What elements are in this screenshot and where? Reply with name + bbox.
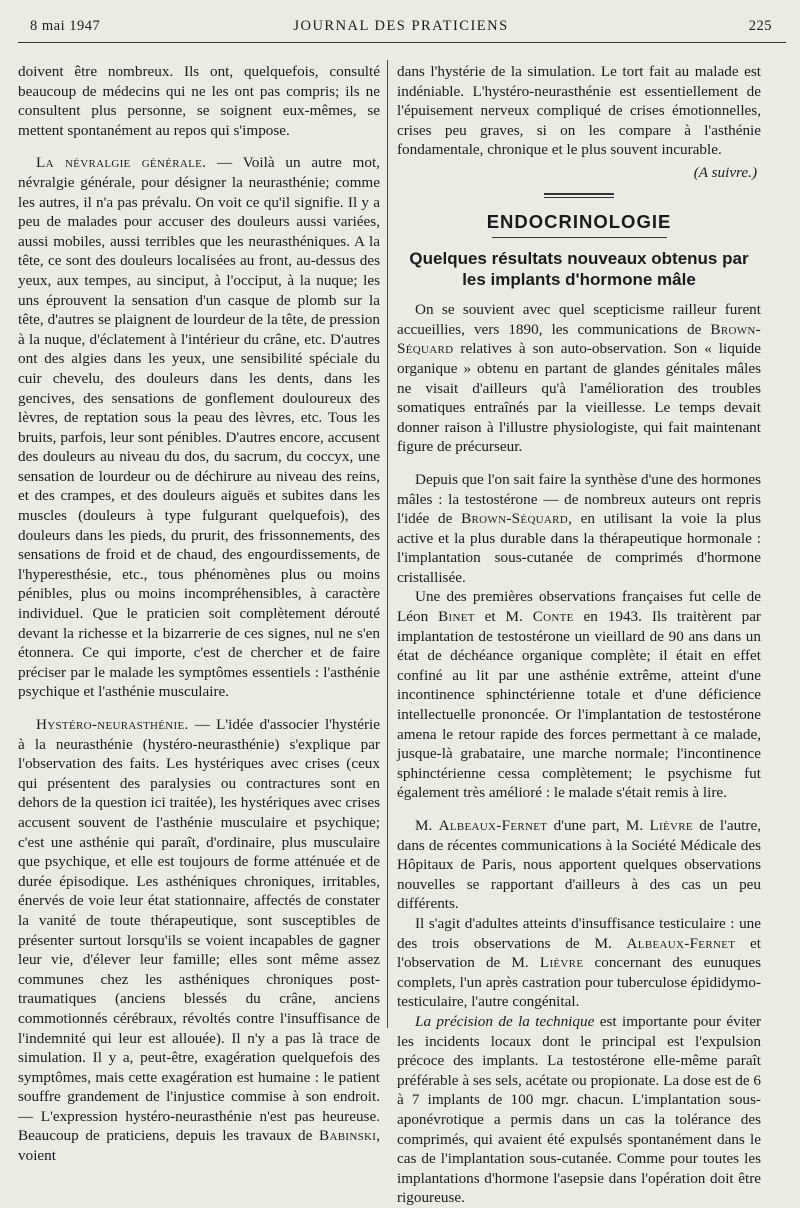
- text-p4a: Une des premières observations françaises fut celle de Léon: [397, 588, 761, 626]
- text-p7: est importante pour éviter les incidents locaux dont le principal est l'expulsion précoce des implants. La testostérone elle-même paraît préférable à ses sels, acétate ou propionate. La dose est de 6 à 7 implants de 100 mgr. chacun. L'implantation sous-aponévrotique a permis dans un cas la tolérance des comprimés, qui avaient été expulsés spontanément dans le cas de l'implantation sous-cutanée. Comme pour toutes les implantations d'hormone l'asepsie dans l'opération doit être rigoureuse.: [397, 1012, 762, 1207]
- header-date: 8 mai 1947: [30, 18, 101, 34]
- article-paragraph-2: [397, 470, 761, 588]
- text-p6b: et l'observation de M.: [397, 934, 761, 972]
- right-paragraph-1: dans l'hystérie de la simulation. Le tort fait au malade est indéniable. L'hystéro-neurasthénie est essentiellement de l'épuisement nerveux compliqué de crises émotionnelles, crises peu graves, si on les compare à l'asthénie fondamentale, chronique et le plus souvent incurable.: [397, 63, 761, 159]
- section-title: ENDOCRINOLOGIE: [486, 210, 672, 232]
- technique-emphasis: La précision de la technique: [415, 1012, 595, 1030]
- page-header: [30, 16, 772, 42]
- text-p4c: en 1943. Ils traitèrent par implantation de testostérone un vieillard de 90 ans dans un état de déchéance organique complète; il était en effet confiné au lit par une asthénie extrême, atteint d'une incontinence sphinctérienne totale et d'une déficience intellectuelle prononcée. Or l'implantation de testostérone amena le retour rapide des forces permettant à ce malade, jusque-là grabataire, une marche normale; l'incontinence sphinctérienne cessa complètement; le psychisme fut également très amélioré : le malade s'était remis à lire.: [397, 608, 761, 802]
- article-paragraph-5: [397, 914, 761, 1012]
- article-paragraph-1: [397, 300, 761, 457]
- text-p5a: M.: [415, 817, 439, 834]
- left-paragraph-nevralgie: [18, 153, 380, 702]
- separator-rule: [544, 193, 614, 198]
- author-brown-sequard: Brown-Séquard: [397, 320, 761, 358]
- header-rule: [18, 42, 786, 43]
- section-rule: [492, 237, 667, 238]
- left-paragraph-hystero: [18, 715, 380, 1166]
- left-column: [18, 62, 380, 1166]
- author-binet: Binet: [438, 608, 475, 626]
- author-brown-sequard: Brown-Séquard: [461, 510, 569, 528]
- author-conte: Conte: [532, 608, 574, 626]
- text-p5b: d'une part, M.: [547, 817, 650, 834]
- right-column: [397, 62, 761, 1208]
- author-babinski: Babinski: [319, 1127, 377, 1145]
- article-paragraph-4: [397, 816, 761, 914]
- text-hystero-end: , voient: [18, 1127, 380, 1165]
- journal-title: JOURNAL DES PRATICIENS: [293, 18, 509, 34]
- article-title: Quelques résultats nouveaux obtenus par les implants d'hormone mâle: [409, 249, 749, 290]
- text-p3a: Depuis que l'on sait faire la synthèse d'une des hormones mâles : la testostérone — de nombreux auteurs ont repris l'idée de: [397, 470, 761, 528]
- text-nevralgie: — Voilà un autre mot, névralgie générale, pour désigner la neurasthénie; comme les autres, il n'a pas prévalu. On voit ce qu'il signifie. Il y a peu de malades pour accuser des douleurs aussi variées, aussi mobiles, aussi terribles que les neurasthéniques. A la tête, ce sont des douleurs localisées au front, au-dessus des yeux, aux tempes, au sinciput, à l'occiput, à la nuque; les uns éprouvent la sensation d'un casque de plomb sur la tête, d'autres se plaignent de lourdeur de la tête, de pression à la nuque, d'éclatement à l'intérieur du crâne, etc. D'autres ont des algies dans les yeux, une sensibilité spéciale du cuir chevelu, des douleurs dans les dents, dans les gencives, des sensations de gonflement douloureux des lèvres, de reptation sous la peau des lèvres, etc. Tous les bruits, parfois, leur sont pénibles. D'autres encore, accusent des douleurs au niveau du dos, du sacrum, du coccyx, une sensation de lourdeur ou de déchirure au niveau des reins, et des crampes, et des douleurs aiguës et subites dans les muscles (douleurs à type fulgurant quelquefois), des douleurs dans les pieds, du prurit, des frissonnements, des sensations de froid et de chaud, des engourdissements, de l'hyperesthésie, etc., tous phénomènes plus ou moins pénibles, plus ou moins incompréhensibles, à caractère individuel. Que le praticien soit complètement dérouté devant la richesse et la bizarrerie de ces signes, nul ne s'en étonnera. Ce qui importe, c'est de chercher et de faire préciser par le malade les symptômes essentiels : l'asthénie psychique et l'asthénie musculaire.: [18, 154, 380, 701]
- author-lievre: Lièvre: [649, 817, 693, 834]
- left-paragraph-1: doivent être nombreux. Ils ont, quelquefois, consulté beaucoup de médecins qui ne les ont pas compris; ils ne consultent plus personne, se soignent eux-mêmes, se mettent spontanément au repos qui s'impose.: [18, 63, 380, 139]
- article-paragraph-3: [397, 587, 761, 803]
- page-number: 225: [748, 18, 772, 34]
- text-p2b: relatives à son auto-observation. Son « liquide organique » obtenu en partant de glandes génitales mâles ne visait d'ailleurs qu'à l'amélioration des troubles somatiques entraînés par la vieillesse. Le temps devait donner raison à l'illustre physiologiste, qui fait maintenant figure de précurseur.: [397, 340, 761, 456]
- text-hystero: — L'idée d'associer l'hystérie à la neurasthénie (hystéro-neurasthénie) s'explique par l'observation des faits. Les hystériques avec crises (ceux qui présentent des paralysies ou contractures sont en dehors de la question ici traitée), les hystériques avec crises accusent souvent de l'asthénie musculaire et psychique; c'est une asthénie qui paraît, d'ordinaire, plus musculaire que psychique, et elle est toujours de forme atténuée et de durée épisodique. Les asthéniques chroniques, irritables, énervés de voie leur état stationnaire, affectés de constater la vanité de toute thérapeutique, sont susceptibles de présenter surtout lorsqu'ils se voient incapables de gagner leur vie, d'élever leur famille; elles sont même assez communes chez les asthéniques chroniques post-traumatiques (anciens blessés du crâne, anciens commotionnés cérébraux, révoltés contre l'insuffisance de l'indemnité qui leur est allouée). Il n'y a pas là trace de simulation. Il y a, peut-être, exagération quelquefois des symptômes, mais cette exagération est humaine : le patient souffre grandement de l'injustice commise à son endroit. — L'expression hystéro-neurasthénie n'est pas heureuse. Beaucoup de praticiens, depuis les travaux de: [18, 716, 380, 1145]
- text-p6a: Il s'agit d'adultes atteints d'insuffisance testiculaire : une des trois observations de M.: [397, 914, 761, 952]
- subhead-nevralgie: La névralgie générale.: [36, 154, 207, 172]
- author-albeaux-fernet: Albeaux-Fernet: [626, 934, 736, 952]
- to-be-continued: (A suivre.): [693, 163, 757, 181]
- text-p4b: et M.: [474, 608, 533, 626]
- text-p2a: On se souvient avec quel scepticisme railleur furent accueillies, vers 1890, les communications de: [397, 301, 761, 338]
- text-p6c: concernant des eunuques complets, l'un après castration pour tuberculose épididymo-testiculaire, l'autre congénital.: [397, 954, 761, 1011]
- author-lievre: Lièvre: [539, 954, 584, 972]
- column-divider: [387, 60, 388, 1028]
- article-paragraph-6: [397, 1012, 761, 1208]
- subhead-hystero: Hystéro-neurasthénie.: [36, 716, 189, 733]
- text-p5c: de l'autre, dans de récentes communications à la Société Médicale des Hôpitaux de Paris, nous apportent quelques observations nouvelles se rapportant d'ailleurs à des cas un peu différents.: [397, 817, 761, 913]
- author-albeaux-fernet: Albeaux-Fernet: [438, 817, 548, 834]
- text-p3b: , en utilisant la voie la plus active et la plus durable dans la thérapeutique hormonale : l'implantation sous-cutanée de comprimés d'hormone cristallisée.: [397, 510, 761, 586]
